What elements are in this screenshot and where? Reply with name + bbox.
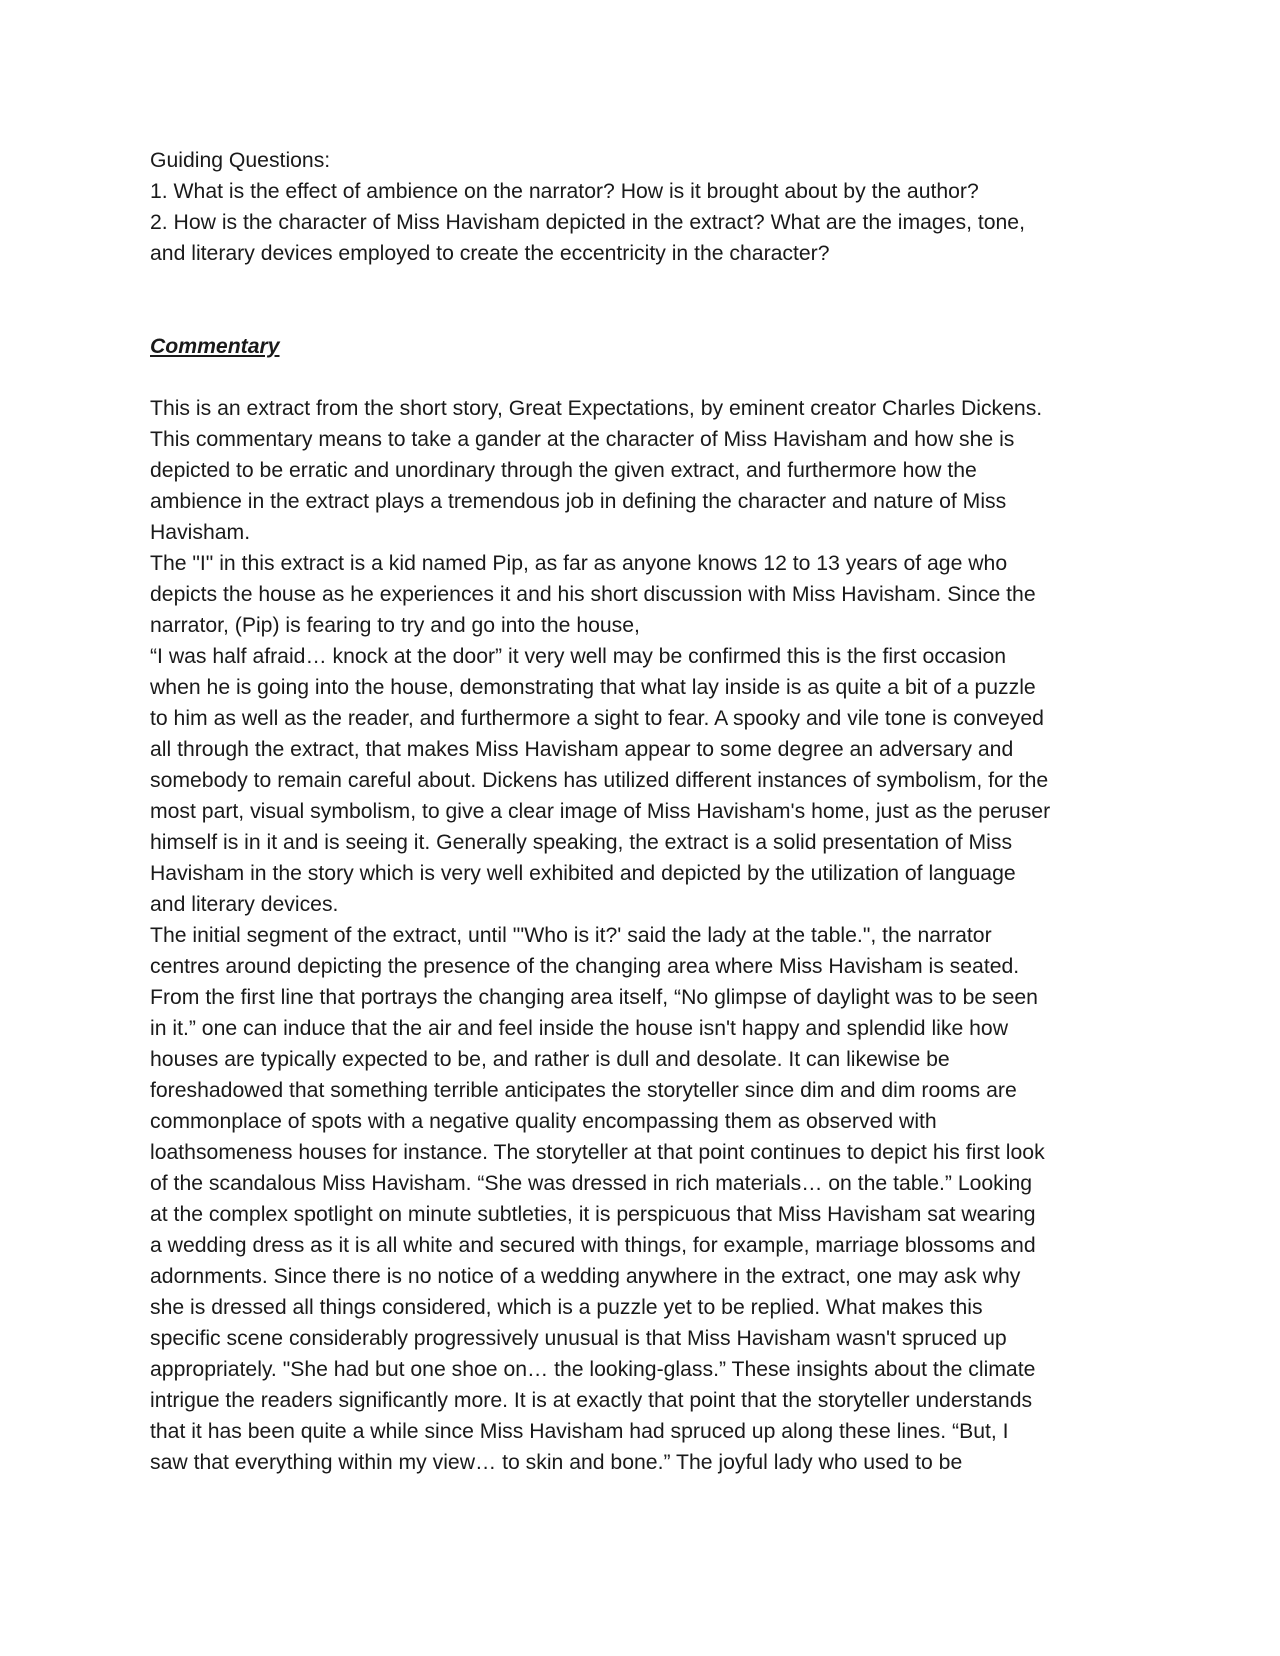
commentary-line: in it.” one can induce that the air and feel inside the house isn't happy and splendid like how <box>150 1017 1009 1040</box>
commentary-line: depicted to be erratic and unordinary through the given extract, and furthermore how the <box>150 459 977 482</box>
commentary-line: depicts the house as he experiences it and his short discussion with Miss Havisham. Since the <box>150 583 1036 606</box>
guiding-questions-title: Guiding Questions: <box>150 149 331 172</box>
section-spacer <box>150 362 1130 393</box>
commentary-line: “I was half afraid… knock at the door” it very well may be confirmed this is the first occasion <box>150 645 1007 668</box>
commentary-line: ambience in the extract plays a tremendous job in defining the character and nature of Miss <box>150 490 1007 513</box>
commentary-line: she is dressed all things considered, which is a puzzle yet to be replied. What makes this <box>150 1296 983 1319</box>
commentary-heading: Commentary <box>150 335 280 358</box>
commentary-line: commonplace of spots with a negative quality encompassing them as observed with <box>150 1110 937 1133</box>
commentary-line: The initial segment of the extract, until "'Who is it?' said the lady at the table.", the narrator <box>150 924 992 947</box>
commentary-line: This is an extract from the short story, Great Expectations, by eminent creator Charles Dickens. <box>150 397 1043 420</box>
section-spacer <box>150 269 1130 331</box>
commentary-line: Havisham. <box>150 521 251 544</box>
guiding-questions <box>150 145 1130 269</box>
commentary-line: all through the extract, that makes Miss Havisham appear to some degree an adversary and <box>150 738 1014 761</box>
commentary-body <box>150 393 1130 1478</box>
commentary-line: specific scene considerably progressively unusual is that Miss Havisham wasn't spruced up <box>150 1327 1007 1350</box>
commentary-line: adornments. Since there is no notice of a wedding anywhere in the extract, one may ask why <box>150 1265 1021 1288</box>
guiding-question-line: 1. What is the effect of ambience on the narrator? How is it brought about by the author? <box>150 180 979 203</box>
commentary-line: most part, visual symbolism, to give a clear image of Miss Havisham's home, just as the peruser <box>150 800 1051 823</box>
commentary-line: and literary devices. <box>150 893 339 916</box>
commentary-line: somebody to remain careful about. Dickens has utilized different instances of symbolism, for the <box>150 769 1049 792</box>
commentary-line: This commentary means to take a gander at the character of Miss Havisham and how she is <box>150 428 1015 451</box>
guiding-question-line: and literary devices employed to create the eccentricity in the character? <box>150 242 830 265</box>
commentary-line: at the complex spotlight on minute subtleties, it is perspicuous that Miss Havisham sat wearing <box>150 1203 1036 1226</box>
commentary-line: appropriately. "She had but one shoe on… the looking-glass.” These insights about the climate <box>150 1358 1036 1381</box>
commentary-line: foreshadowed that something terrible anticipates the storyteller since dim and dim rooms are <box>150 1079 1017 1102</box>
commentary-line: a wedding dress as it is all white and secured with things, for example, marriage blossoms and <box>150 1234 1036 1257</box>
commentary-line: saw that everything within my view… to skin and bone.” The joyful lady who used to be <box>150 1451 963 1474</box>
commentary-line: The "I" in this extract is a kid named Pip, as far as anyone knows 12 to 13 years of age who <box>150 552 1008 575</box>
commentary-line: centres around depicting the presence of the changing area where Miss Havisham is seated. <box>150 955 1020 978</box>
document-body <box>150 145 1130 1478</box>
commentary-line: himself is in it and is seeing it. Generally speaking, the extract is a solid presentation of Miss <box>150 831 1013 854</box>
commentary-line: loathsomeness houses for instance. The storyteller at that point continues to depict his first look <box>150 1141 1045 1164</box>
commentary-line: of the scandalous Miss Havisham. “She was dressed in rich materials… on the table.” Looking <box>150 1172 1033 1195</box>
commentary-line: when he is going into the house, demonstrating that what lay inside is as quite a bit of a puzzle <box>150 676 1036 699</box>
commentary-line: intrigue the readers significantly more. It is at exactly that point that the storyteller understands <box>150 1389 1033 1412</box>
commentary-line: houses are typically expected to be, and rather is dull and desolate. It can likewise be <box>150 1048 950 1071</box>
guiding-question-line: 2. How is the character of Miss Havisham depicted in the extract? What are the images, tone, <box>150 211 1025 234</box>
commentary-line: Havisham in the story which is very well exhibited and depicted by the utilization of language <box>150 862 1016 885</box>
commentary-line: narrator, (Pip) is fearing to try and go into the house, <box>150 614 640 637</box>
commentary-line: to him as well as the reader, and furthermore a sight to fear. A spooky and vile tone is conveyed <box>150 707 1044 730</box>
commentary-line: that it has been quite a while since Miss Havisham had spruced up along these lines. “But, I <box>150 1420 1009 1443</box>
commentary-line: From the first line that portrays the changing area itself, “No glimpse of daylight was to be seen <box>150 986 1038 1009</box>
